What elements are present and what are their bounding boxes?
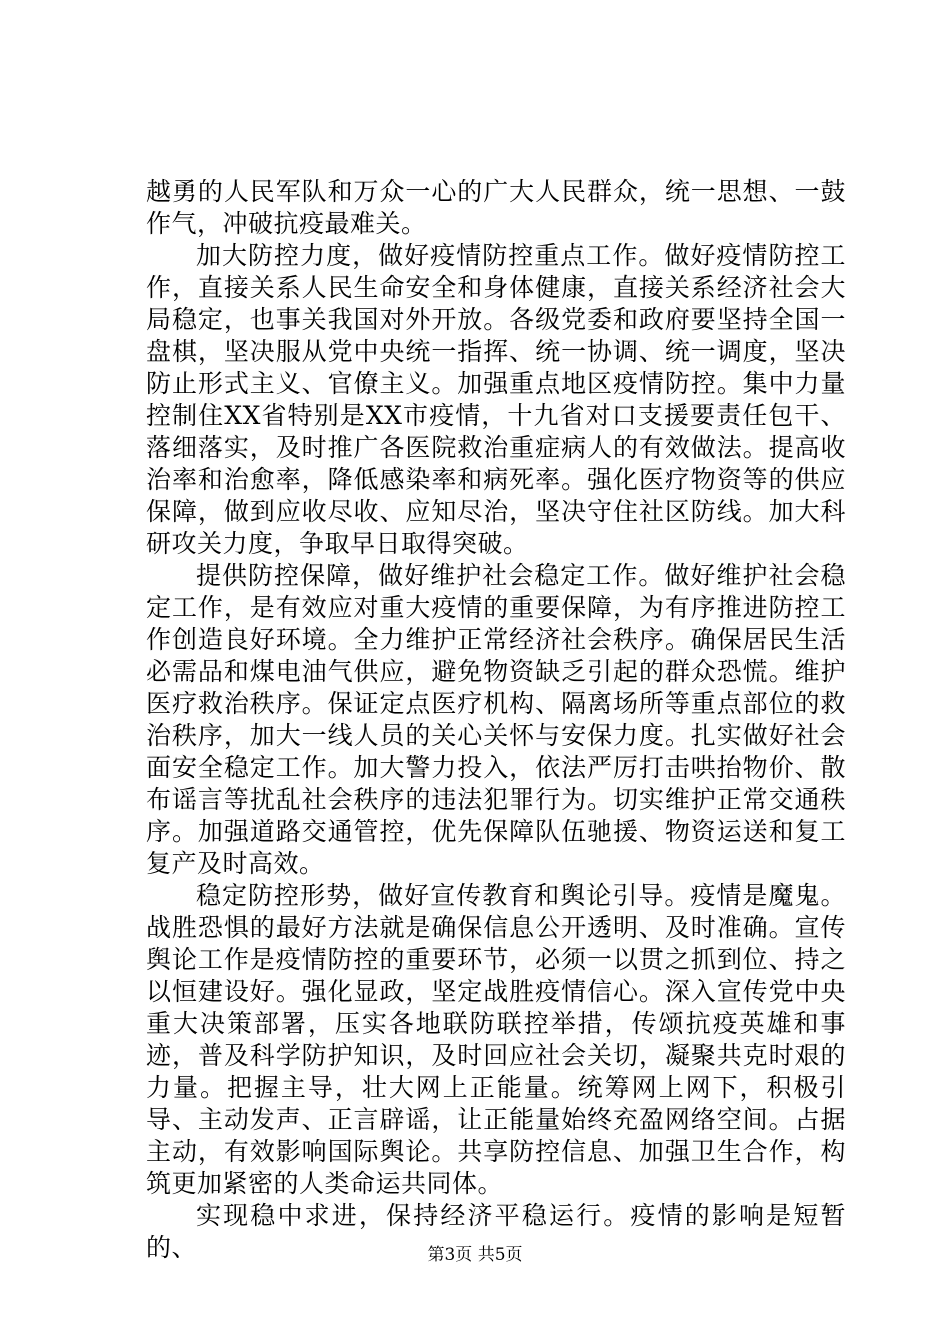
paragraph-3: 提供防控保障，做好维护社会稳定工作。做好维护社会稳定工作，是有效应对重大疫情的重要保障，为有序推进防控工作创造良好环境。全力维护正常经济社会秩序。确保居民生活必需品和煤电油气供应，避免物资缺乏引起的群众恐慌。维护医疗救治秩序。保证定点医疗机构、隔离场所等重点部位的救治秩序，加大一线人员的关心关怀与安保力度。扎实做好社会面安全稳定工作。加大警力投入，依法严厉打击哄抬物价、散布谣言等扰乱社会秩序的违法犯罪行为。切实维护正常交通秩序。加强道路交通管控，优先保障队伍驰援、物资运送和复工复产及时高效。 [146, 561, 846, 878]
paragraph-4: 稳定防控形势，做好宣传教育和舆论引导。疫情是魔鬼。战胜恐惧的最好方法就是确保信息公开透明、及时准确。宣传舆论工作是疫情防控的重要环节，必须一以贯之抓到位、持之以恒建设好。强化显政，坚定战胜疫情信心。深入宣传党中央重大决策部署，压实各地联防联控举措，传颂抗疫英雄和事迹，普及科学防护知识，及时回应社会关切，凝聚共克时艰的力量。把握主导，壮大网上正能量。统筹网上网下，积极引导、主动发声、正言辟谣，让正能量始终充盈网络空间。占据主动，有效影响国际舆论。共享防控信息、加强卫生合作，构筑更加紧密的人类命运共同体。 [146, 881, 846, 1198]
paragraph-5: 实现稳中求进，保持经济平稳运行。疫情的影响是短暂的、 [146, 1201, 846, 1262]
paragraph-2: 加大防控力度，做好疫情防控重点工作。做好疫情防控工作，直接关系人民生命安全和身体健康，直接关系经济社会大局稳定，也事关我国对外开放。各级党委和政府要坚持全国一盘棋，坚决服从党中央统一指挥、统一协调、统一调度，坚决防止形式主义、官僚主义。加强重点地区疫情防控。集中力量控制住XX省特别是XX市疫情，十九省对口支援要责任包干、落细落实，及时推广各医院救治重症病人的有效做法。提高收治率和治愈率，降低感染率和病死率。强化医疗物资等的供应保障，做到应收尽收、应知尽治，坚决守住社区防线。加大科研攻关力度，争取早日取得突破。 [146, 241, 846, 558]
page-footer: 第3页 共5页 [427, 1245, 523, 1265]
document-body [146, 176, 846, 1264]
paragraph-1: 越勇的人民军队和万众一心的广大人民群众，统一思想、一鼓作气，冲破抗疫最难关。 [146, 177, 846, 238]
